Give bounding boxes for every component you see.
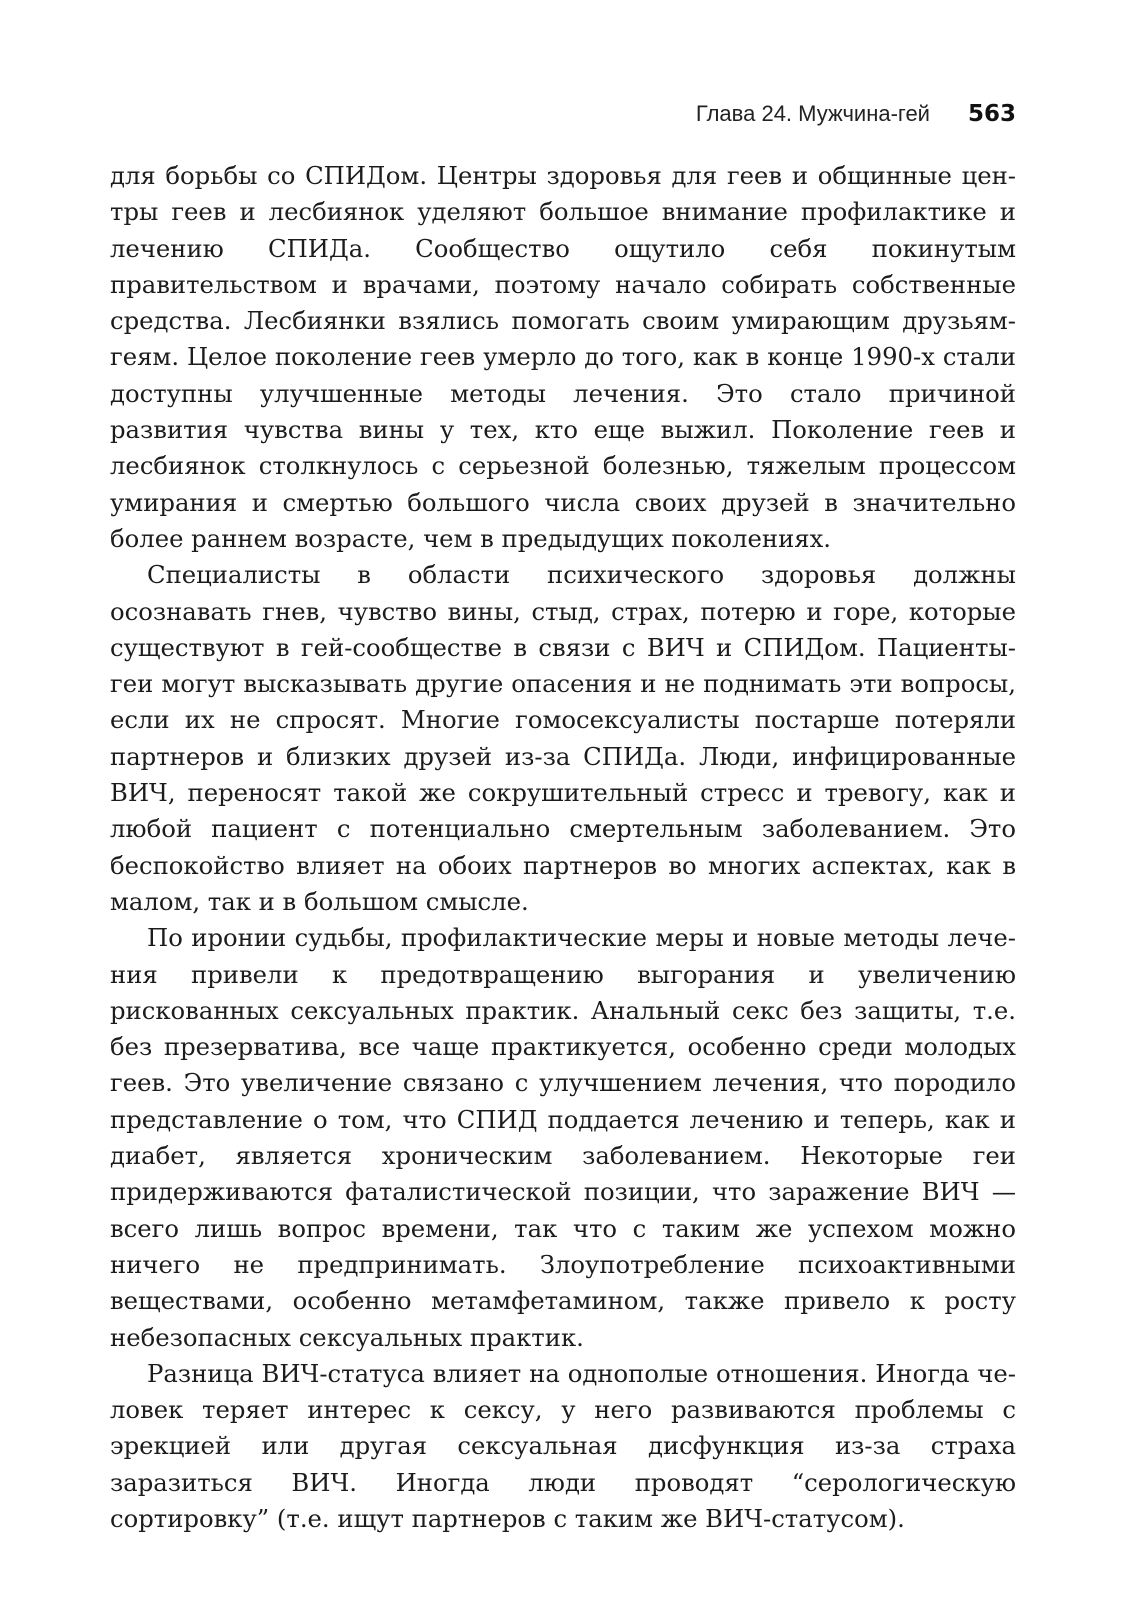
paragraph: Разница ВИЧ-статуса влияет на однополые отношения. Иногда человек теряет интерес к сексу, у него развиваются проблемы с эрекцией или другая сексуальная дисфункция из-за страха заразиться ВИЧ. Иногда люди проводят “серологическую сортировку” (т.е. ищут партнеров с таким же ВИЧ-статусом). (110, 1358, 1016, 1533)
paragraph: Специалисты в области психического здоровья должны осознавать гнев, чувство вины, стыд, страх, потерю и горе, которые существуют в гей-сообществе в связи с ВИЧ и СПИДом. Пациенты-геи могут высказывать другие опасения и не поднимать эти вопросы, если их не спросят. Многие гомосексуалисты постарше потеряли партнеров и близких друзей из-за СПИДа. Люди, инфицированные ВИЧ, переносят такой же сокрушительный стресс и тревогу, как и любой пациент с потенциально смертельным заболеванием. Это беспокойство влияет на обоих партнеров во многих аспектах, как в малом, так и в большом смысле. (110, 560, 1016, 916)
paragraph-continuation: для борьбы со СПИДом. Центры здоровья для геев и общинные центры геев и лесбиянок уделяют большое внимание профилактике и лечению СПИДа. Сообщество ощутило себя покинутым правительством и врачами, поэтому начало собирать собственные средства. Лесбиянки взялись помогать своим умирающим друзьям-геям. Целое поколение геев умерло до того, как в конце 1990-х стали доступны улучшенные методы лечения. Это стало причиной развития чувства вины у тех, кто еще выжил. Поколение геев и лесбиянок столкнулось с серьезной болезнью, тяжелым процессом умирания и смертью большого числа своих друзей в значительно более раннем возрасте, чем в предыдущих поколениях. (110, 161, 1016, 553)
chapter-title: Глава 24. Мужчина-гей (695, 101, 930, 126)
page-number: 563 (967, 101, 1016, 127)
running-head (696, 101, 1016, 127)
body-text (110, 158, 1016, 1537)
paragraph: По иронии судьбы, профилактические меры и новые методы лечения привели к предотвращению выгорания и увеличению рискованных сексуальных практик. Анальный секс без защиты, т.е. без презерватива, все чаще практикуется, особенно среди молодых геев. Это увеличение связано с улучшением лечения, что породило представление о том, что СПИД поддается лечению и теперь, как и диабет, является хроническим заболеванием. Некоторые геи придерживаются фаталистической позиции, что заражение ВИЧ — всего лишь вопрос времени, так что с таким же успехом можно ничего не предпринимать. Злоупотребление психоактивными веществами, особенно метамфетамином, также привело к росту небезопасных сексуальных практик. (110, 923, 1016, 1352)
